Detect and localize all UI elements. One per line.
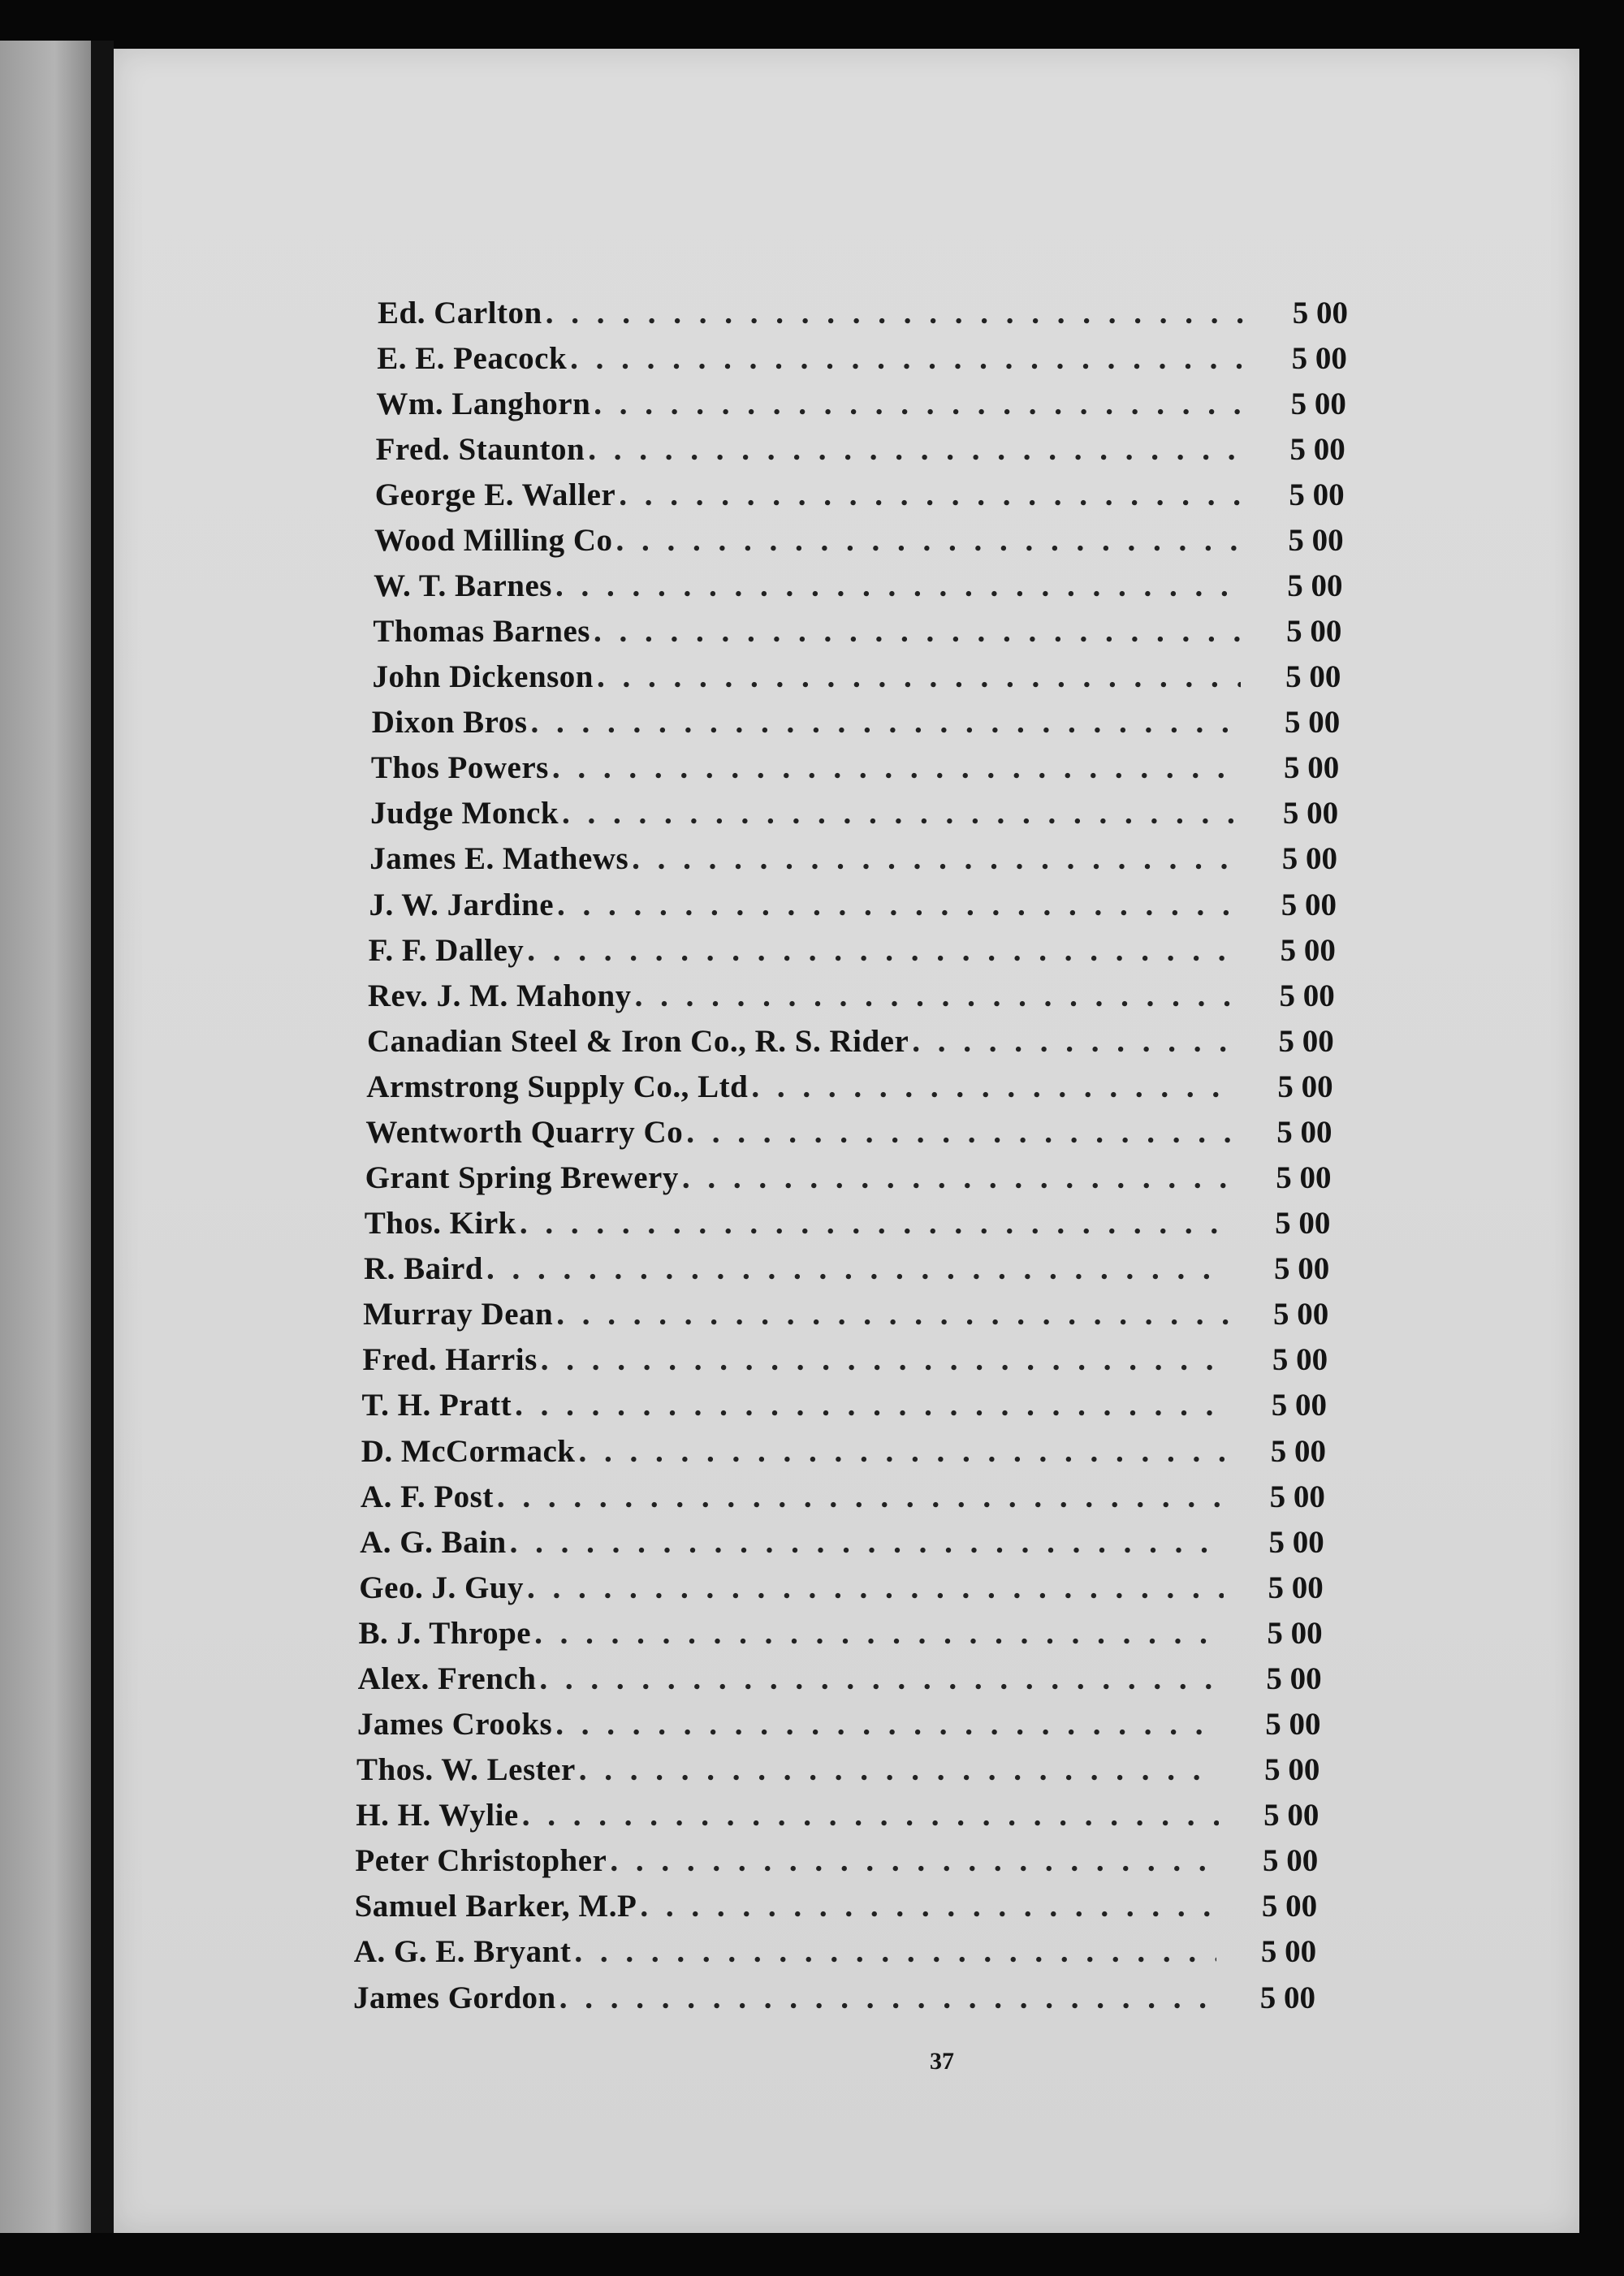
subscriber-name: H. H. Wylie — [356, 1798, 519, 1833]
list-item — [378, 291, 1348, 335]
subscriber-name: Fred. Harris — [362, 1342, 538, 1378]
subscription-amount: 5 00 — [1289, 431, 1345, 467]
list-item — [363, 1293, 1328, 1337]
subscriber-name: Dixon Bros — [371, 705, 528, 741]
subscription-amount: 5 00 — [1270, 1433, 1326, 1469]
dot-leader — [570, 340, 1247, 377]
dot-leader — [552, 749, 1239, 786]
subscription-amount: 5 00 — [1278, 1023, 1334, 1059]
book-spine-shadow — [91, 41, 114, 2233]
subscriber-name: Thos. Kirk — [364, 1206, 516, 1242]
subscription-amount: 5 00 — [1285, 659, 1341, 695]
subscription-amount: 5 00 — [1271, 1388, 1328, 1423]
subscriber-name: A. G. E. Bryant — [353, 1934, 572, 1970]
list-item — [361, 1429, 1326, 1473]
list-item — [361, 1475, 1325, 1518]
dot-leader — [486, 1250, 1229, 1287]
list-item — [365, 1110, 1332, 1154]
subscription-amount: 5 00 — [1286, 614, 1342, 650]
list-item — [357, 1703, 1321, 1747]
list-item — [364, 1247, 1329, 1291]
subscription-amount: 5 00 — [1267, 1615, 1323, 1651]
list-item — [358, 1656, 1322, 1700]
dot-leader — [579, 1751, 1220, 1788]
subscription-amount: 5 00 — [1259, 1980, 1315, 2015]
subscriber-name: T. H. Pratt — [361, 1388, 512, 1423]
subscriber-name: Samuel Barker, M.P — [354, 1889, 637, 1924]
subscription-amount: 5 00 — [1282, 796, 1339, 831]
subscription-amount: 5 00 — [1265, 1707, 1321, 1742]
dot-leader — [578, 1433, 1225, 1470]
subscription-amount: 5 00 — [1276, 1160, 1332, 1196]
facing-page-edge — [0, 41, 91, 2233]
subscription-amount: 5 00 — [1266, 1661, 1322, 1696]
subscription-amount: 5 00 — [1280, 932, 1336, 968]
dot-leader — [682, 1160, 1232, 1196]
subscriber-name: A. G. Bain — [360, 1524, 507, 1560]
subscription-amount: 5 00 — [1285, 705, 1341, 741]
list-item — [355, 1839, 1318, 1883]
subscriber-name: B. J. Thrope — [358, 1615, 532, 1651]
subscriber-name: Thomas Barnes — [373, 614, 590, 650]
subscriber-name: Wentworth Quarry Co — [365, 1114, 684, 1150]
subscription-amount: 5 00 — [1283, 750, 1340, 786]
subscription-amount: 5 00 — [1279, 978, 1335, 1013]
list-item — [370, 792, 1338, 836]
dot-leader — [522, 1797, 1220, 1833]
subscriber-list — [114, 49, 1579, 2233]
list-item — [365, 1202, 1331, 1246]
subscriber-name: Thos Powers — [370, 750, 549, 786]
dot-leader — [588, 431, 1246, 468]
list-item — [369, 928, 1336, 972]
dot-leader — [497, 1479, 1225, 1515]
subscriber-name: Ed. Carlton — [378, 295, 542, 330]
page-number: 37 — [930, 2048, 954, 2075]
dot-leader — [574, 1933, 1216, 1970]
dot-leader — [559, 1980, 1216, 2016]
list-item — [377, 336, 1347, 380]
subscriber-name: Wood Milling Co — [374, 522, 613, 558]
subscriber-name: Fred. Staunton — [375, 431, 585, 467]
list-item — [355, 1885, 1318, 1928]
dot-leader — [751, 1069, 1233, 1105]
subscription-amount: 5 00 — [1277, 1069, 1333, 1104]
list-item — [359, 1566, 1323, 1609]
dot-leader — [597, 659, 1241, 695]
dot-leader — [635, 978, 1235, 1014]
list-item — [354, 1930, 1316, 1974]
subscription-amount: 5 00 — [1264, 1752, 1320, 1788]
subscription-amount: 5 00 — [1268, 1524, 1324, 1560]
subscriber-name: Peter Christopher — [355, 1843, 607, 1879]
dot-leader — [615, 522, 1243, 559]
list-item — [369, 837, 1337, 881]
subscriber-name: W. T. Barnes — [374, 568, 552, 603]
subscription-amount: 5 00 — [1263, 1798, 1320, 1833]
list-item — [374, 564, 1342, 607]
dot-leader — [557, 887, 1237, 923]
subscriber-name: Judge Monck — [370, 796, 559, 831]
dot-leader — [912, 1023, 1233, 1060]
subscriber-name: James Gordon — [353, 1980, 556, 2015]
subscriber-name: Canadian Steel & Iron Co., R. S. Rider — [367, 1023, 909, 1059]
dot-leader — [562, 795, 1238, 831]
subscription-amount: 5 00 — [1281, 887, 1337, 922]
subscriber-name: James E. Mathews — [369, 841, 629, 877]
list-item — [376, 382, 1345, 425]
dot-leader — [539, 1661, 1221, 1697]
subscription-amount: 5 00 — [1289, 477, 1345, 512]
list-item — [362, 1384, 1328, 1427]
dot-leader — [515, 1387, 1227, 1423]
dot-leader — [555, 568, 1243, 604]
subscriber-name: James Crooks — [356, 1707, 553, 1742]
subscriber-name: Armstrong Supply Co., Ltd — [366, 1069, 749, 1104]
dot-leader — [530, 704, 1240, 741]
subscriber-name: Geo. J. Guy — [359, 1570, 524, 1605]
dot-leader — [527, 932, 1236, 969]
subscriber-name: George E. Waller — [374, 477, 616, 512]
subscription-amount: 5 00 — [1274, 1251, 1330, 1287]
list-item — [368, 974, 1335, 1017]
dot-leader — [594, 386, 1246, 422]
dot-leader — [632, 840, 1237, 877]
list-item — [366, 1065, 1332, 1108]
dot-leader — [556, 1296, 1229, 1332]
dot-leader — [546, 295, 1248, 331]
subscription-amount: 5 00 — [1272, 1297, 1329, 1332]
subscriber-name: R. Baird — [363, 1251, 483, 1287]
subscriber-name: J. W. Jardine — [369, 887, 555, 922]
subscription-amount: 5 00 — [1269, 1479, 1325, 1514]
list-item — [369, 883, 1336, 926]
subscriber-name: Wm. Langhorn — [376, 386, 591, 421]
subscription-amount: 5 00 — [1292, 295, 1348, 330]
list-item — [358, 1611, 1322, 1655]
subscription-amount: 5 00 — [1262, 1843, 1319, 1879]
page-sheet — [114, 49, 1579, 2233]
dot-leader — [534, 1615, 1223, 1652]
subscription-amount: 5 00 — [1272, 1342, 1328, 1378]
list-item — [365, 1156, 1332, 1200]
subscriber-name: F. F. Dalley — [368, 932, 525, 968]
list-item — [367, 1019, 1334, 1063]
subscriber-name: Grant Spring Brewery — [365, 1160, 679, 1196]
subscription-amount: 5 00 — [1287, 568, 1343, 603]
list-item — [372, 701, 1341, 745]
dot-leader — [555, 1706, 1220, 1743]
subscriber-name: E. E. Peacock — [377, 340, 568, 376]
list-item — [353, 1976, 1315, 2019]
subscription-amount: 5 00 — [1290, 386, 1346, 421]
dot-leader — [619, 477, 1244, 513]
dot-leader — [520, 1205, 1231, 1242]
list-item — [362, 1338, 1328, 1382]
dot-leader — [610, 1842, 1218, 1879]
subscription-amount: 5 00 — [1260, 1934, 1317, 1970]
list-item — [356, 1748, 1320, 1792]
subscription-amount: 5 00 — [1275, 1206, 1331, 1242]
dot-leader — [594, 613, 1242, 650]
subscriber-name: Murray Dean — [363, 1297, 554, 1332]
dot-leader — [686, 1114, 1232, 1151]
subscriber-name: Rev. J. M. Mahony — [367, 978, 632, 1013]
dot-leader — [510, 1524, 1224, 1561]
subscription-amount: 5 00 — [1268, 1570, 1324, 1605]
subscription-amount: 5 00 — [1281, 841, 1338, 877]
list-item — [360, 1520, 1324, 1564]
dot-leader — [527, 1570, 1224, 1606]
subscription-amount: 5 00 — [1291, 340, 1347, 376]
subscription-amount: 5 00 — [1276, 1114, 1332, 1150]
list-item — [376, 427, 1345, 471]
subscription-amount: 5 00 — [1288, 522, 1344, 558]
subscriber-name: Alex. French — [357, 1661, 537, 1696]
list-item — [374, 518, 1344, 562]
subscriber-name: Thos. W. Lester — [356, 1752, 576, 1788]
subscription-amount: 5 00 — [1261, 1889, 1318, 1924]
subscriber-name: A. F. Post — [360, 1479, 494, 1514]
list-item — [373, 655, 1341, 699]
list-item — [373, 610, 1341, 654]
list-item — [375, 473, 1345, 516]
dot-leader — [541, 1341, 1228, 1378]
subscriber-name: D. McCormack — [361, 1433, 576, 1469]
list-item — [356, 1794, 1319, 1838]
dot-leader — [640, 1888, 1217, 1924]
subscriber-name: John Dickenson — [372, 659, 594, 695]
list-item — [371, 746, 1339, 790]
